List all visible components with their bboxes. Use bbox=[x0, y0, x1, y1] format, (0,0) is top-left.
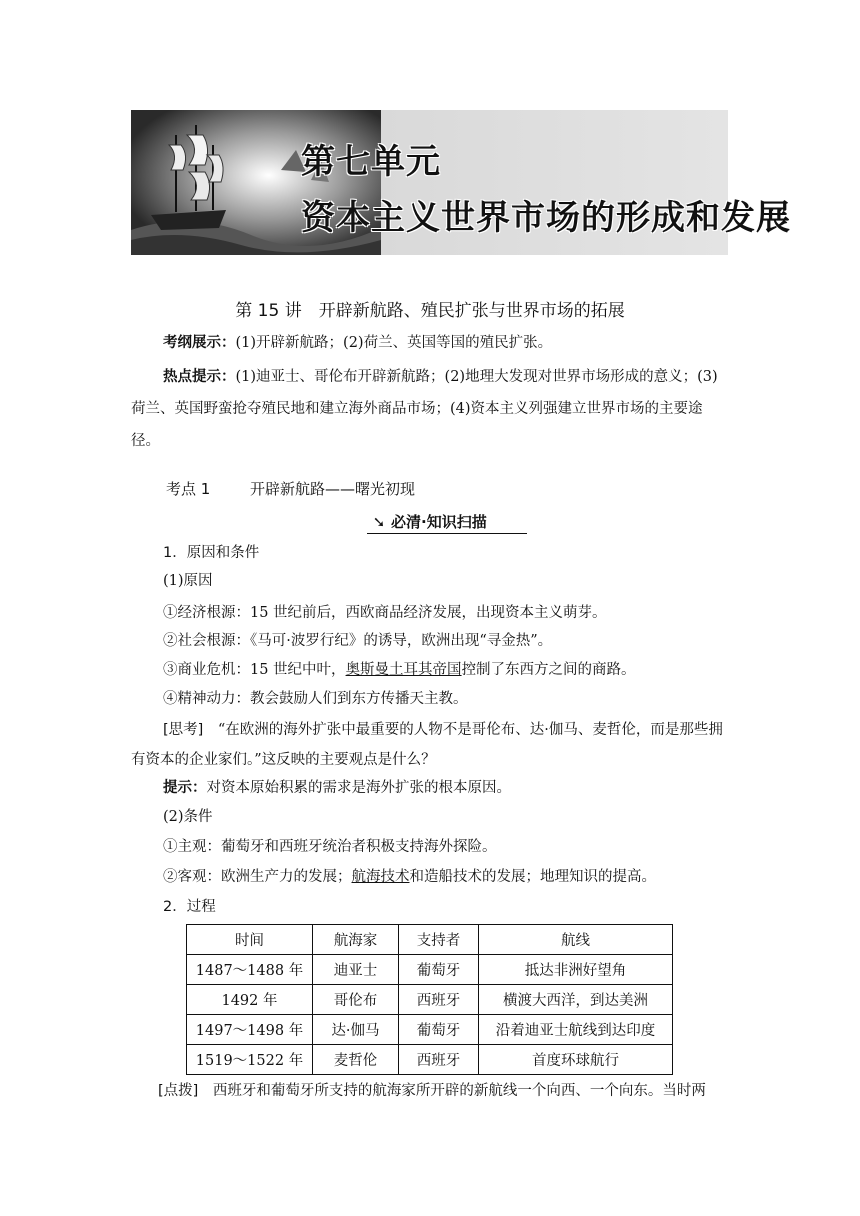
exam-outline-label: 考纲展示： bbox=[163, 335, 236, 351]
section-heading: 2．过程 bbox=[163, 899, 216, 915]
table-cell: 1519～1522 年 bbox=[187, 1045, 313, 1075]
table-row bbox=[187, 1045, 673, 1075]
table-cell: 麦哲伦 bbox=[313, 1045, 399, 1075]
table-cell: 沿着迪亚士航线到达印度 bbox=[479, 1015, 673, 1045]
column-header: 航海家 bbox=[313, 925, 399, 955]
unit-banner bbox=[131, 110, 791, 255]
table-cell: 葡萄牙 bbox=[399, 955, 479, 985]
text: ③商业危机：15 世纪中叶， bbox=[163, 662, 346, 678]
table-cell: 迪亚士 bbox=[313, 955, 399, 985]
column-header: 时间 bbox=[187, 925, 313, 955]
unit-title: 资本主义世界市场的形成和发展 bbox=[301, 198, 791, 238]
column-header: 航线 bbox=[479, 925, 673, 955]
exam-outline-text: (1)开辟新航路；(2)荷兰、英国等国的殖民扩张。 bbox=[235, 335, 553, 351]
note bbox=[158, 1077, 738, 1105]
table-cell: 1487～1488 年 bbox=[187, 955, 313, 985]
think-text: “在欧洲的海外扩张中最重要的人物不是哥伦布、达·伽马、麦哲伦，而是那些拥有资本的企业家们。”这反映的主要观点是什么？ bbox=[131, 722, 723, 768]
list-item: ①主观：葡萄牙和西班牙统治者积极支持海外探险。 bbox=[163, 839, 497, 855]
note-label: [点拨] bbox=[158, 1083, 199, 1099]
table-cell: 达·伽马 bbox=[313, 1015, 399, 1045]
exam-outline bbox=[131, 329, 731, 357]
list-item: ②社会根源：《马可·波罗行纪》的诱导，欧洲出现“寻金热”。 bbox=[163, 633, 553, 649]
exam-point-heading bbox=[166, 478, 415, 499]
table-cell: 横渡大西洋，到达美洲 bbox=[479, 985, 673, 1015]
reasons-heading: (1)原因 bbox=[163, 573, 213, 589]
table-row bbox=[187, 985, 673, 1015]
note-text: 西班牙和葡萄牙所支持的航海家所开辟的新航线一个向西、一个向东。当时两 bbox=[212, 1083, 706, 1099]
table-cell: 抵达非洲好望角 bbox=[479, 955, 673, 985]
hotspot-hints bbox=[131, 361, 731, 457]
think-question bbox=[131, 715, 731, 775]
voyages-table bbox=[186, 924, 673, 1075]
table-cell: 首度环球航行 bbox=[479, 1045, 673, 1075]
table-cell: 哥伦布 bbox=[313, 985, 399, 1015]
column-header: 支持者 bbox=[399, 925, 479, 955]
list-item bbox=[131, 863, 731, 891]
knowledge-scan-label: 必清·知识扫描 bbox=[391, 513, 487, 531]
hotspot-text: (1)迪亚士、哥伦布开辟新航路；(2)地理大发现对世界市场形成的意义；(3)荷兰、英国野蛮抢夺殖民地和建立海外商品市场；(4)资本主义列强建立世界市场的主要途径。 bbox=[131, 369, 718, 449]
underlined-term: 航海技术 bbox=[351, 869, 410, 885]
arrow-down-right-icon: ➘ bbox=[372, 513, 386, 531]
text: 控制了东西方之间的商路。 bbox=[461, 662, 636, 678]
hint bbox=[131, 774, 731, 802]
table-cell: 1497～1498 年 bbox=[187, 1015, 313, 1045]
hint-label: 提示： bbox=[163, 780, 207, 796]
table-cell: 葡萄牙 bbox=[399, 1015, 479, 1045]
list-item: ④精神动力：教会鼓励人们到东方传播天主教。 bbox=[163, 691, 468, 707]
text: ②客观：欧洲生产力的发展； bbox=[163, 869, 352, 885]
hotspot-label: 热点提示： bbox=[163, 369, 236, 385]
knowledge-scan-heading bbox=[367, 511, 527, 534]
exam-point-number: 考点 1 bbox=[166, 480, 211, 498]
conditions-heading: (2)条件 bbox=[163, 809, 213, 825]
table-cell: 1492 年 bbox=[187, 985, 313, 1015]
hint-text: 对资本原始积累的需求是海外扩张的根本原因。 bbox=[206, 780, 511, 796]
table-header-row bbox=[187, 925, 673, 955]
section-heading: 1．原因和条件 bbox=[163, 545, 260, 561]
think-label: [思考] bbox=[163, 722, 204, 738]
table-cell: 西班牙 bbox=[399, 1045, 479, 1075]
text: 和造船技术的发展；地理知识的提高。 bbox=[409, 869, 656, 885]
table-cell: 西班牙 bbox=[399, 985, 479, 1015]
exam-point-title: 开辟新航路——曙光初现 bbox=[250, 480, 416, 498]
table-row bbox=[187, 955, 673, 985]
lesson-title: 第 15 讲 开辟新航路、殖民扩张与世界市场的拓展 bbox=[235, 301, 625, 321]
underlined-term: 奥斯曼土耳其帝国 bbox=[345, 662, 462, 678]
table-row bbox=[187, 1015, 673, 1045]
unit-number: 第七单元 bbox=[301, 142, 441, 182]
list-item: ①经济根源：15 世纪前后，西欧商品经济发展，出现资本主义萌芽。 bbox=[163, 605, 607, 621]
list-item bbox=[131, 656, 731, 684]
